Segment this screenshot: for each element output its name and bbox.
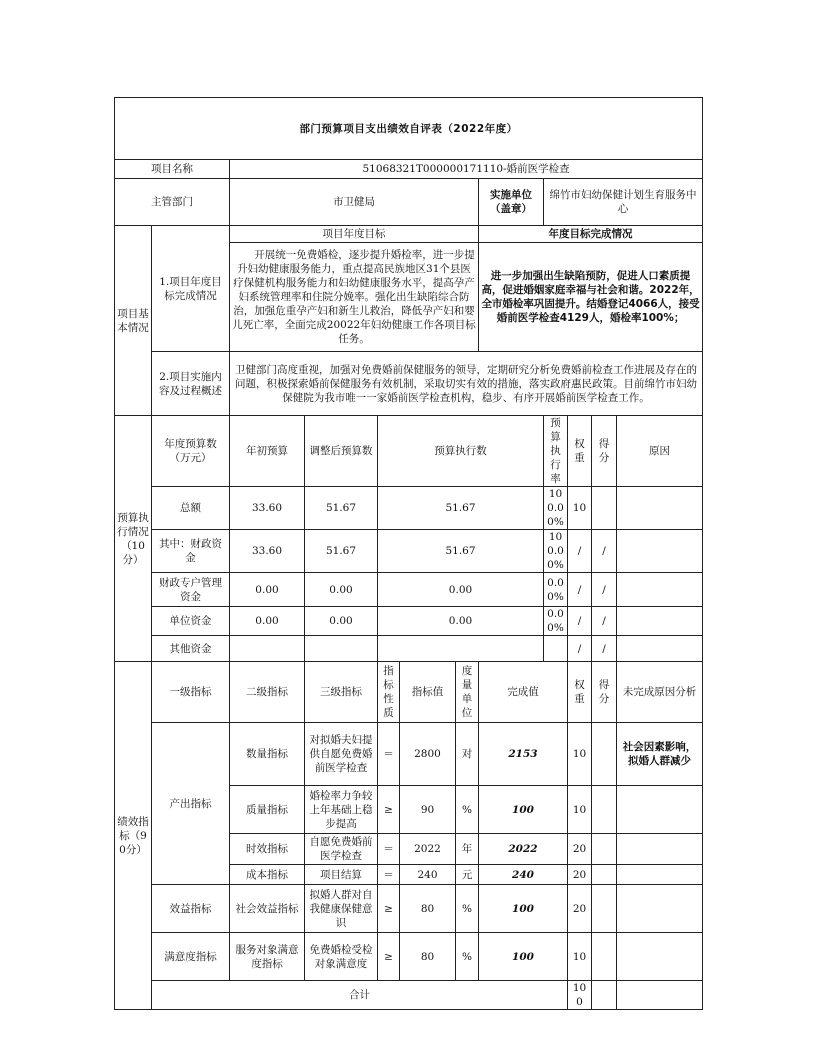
perf-value: 2800 bbox=[400, 723, 456, 786]
budget-reason bbox=[617, 607, 703, 636]
perf-header: 指标值 bbox=[400, 662, 456, 723]
perf-l3: 自愿免费婚前医学检查 bbox=[305, 834, 378, 865]
budget-initial: 33.60 bbox=[230, 487, 305, 530]
budget-header: 预算执行数 bbox=[378, 416, 544, 487]
perf-header: 度量单位 bbox=[456, 662, 479, 723]
budget-header: 预算执行率 bbox=[544, 416, 568, 487]
total-row bbox=[115, 981, 703, 1010]
perf-score bbox=[592, 723, 617, 786]
budget-row-label: 其中：财政资金 bbox=[152, 530, 230, 573]
item2-text: 卫健部门高度重视，加强对免费婚前保健服务的领导，定期研究分析免费婚前检查工作进展及存在的问题，积极探索婚前保健服务有效机制，采取切实有效的措施，落实政府惠民政策。目前绵竹市妇幼保健院为我市唯一一家婚前医学检查机构，稳步、有序开展婚前医学检查工作。 bbox=[230, 352, 703, 416]
budget-reason bbox=[617, 573, 703, 607]
perf-reason bbox=[617, 933, 703, 981]
budget-rate: 0.00% bbox=[544, 573, 568, 607]
perf-row bbox=[115, 885, 703, 933]
budget-header: 年初预算 bbox=[230, 416, 305, 487]
perf-l1-effect: 效益指标 bbox=[152, 885, 230, 933]
budget-initial: 33.60 bbox=[230, 530, 305, 573]
perf-nature: ≥ bbox=[378, 933, 400, 981]
perf-header: 三级指标 bbox=[305, 662, 378, 723]
total-label: 合计 bbox=[152, 981, 568, 1010]
budget-row bbox=[115, 487, 703, 530]
budget-executed: 51.67 bbox=[378, 530, 544, 573]
perf-weight: 10 bbox=[568, 933, 592, 981]
budget-score: / bbox=[592, 636, 617, 662]
budget-initial: 0.00 bbox=[230, 607, 305, 636]
budget-rate: 100.00% bbox=[544, 530, 568, 573]
budget-weight: 10 bbox=[568, 487, 592, 530]
budget-row bbox=[115, 573, 703, 607]
perf-header: 一级指标 bbox=[152, 662, 230, 723]
perf-l2: 社会效益指标 bbox=[230, 885, 305, 933]
perf-l1-satisfaction: 满意度指标 bbox=[152, 933, 230, 981]
perf-weight: 10 bbox=[568, 723, 592, 786]
perf-done: 100 bbox=[479, 885, 568, 933]
perf-done: 100 bbox=[479, 933, 568, 981]
perf-done: 240 bbox=[479, 865, 568, 885]
perf-row bbox=[115, 723, 703, 786]
budget-weight: / bbox=[568, 636, 592, 662]
item2-label: 2.项目实施内容及过程概述 bbox=[152, 352, 230, 416]
budget-header: 权重 bbox=[568, 416, 592, 487]
budget-adjusted bbox=[305, 636, 378, 662]
perf-nature: ＝ bbox=[378, 834, 400, 865]
budget-row-label: 其他资金 bbox=[152, 636, 230, 662]
perf-l2: 成本指标 bbox=[230, 865, 305, 885]
budget-row bbox=[115, 607, 703, 636]
budget-reason bbox=[617, 636, 703, 662]
budget-weight: / bbox=[568, 530, 592, 573]
perf-score bbox=[592, 885, 617, 933]
perf-weight: 20 bbox=[568, 865, 592, 885]
budget-rate: 100.00% bbox=[544, 487, 568, 530]
perf-done: 2022 bbox=[479, 834, 568, 865]
completion-header: 年度目标完成情况 bbox=[479, 226, 703, 243]
budget-header: 得分 bbox=[592, 416, 617, 487]
perf-l1-output: 产出指标 bbox=[152, 723, 230, 885]
budget-score: / bbox=[592, 573, 617, 607]
perf-header-row bbox=[115, 662, 703, 723]
budget-header: 原因 bbox=[617, 416, 703, 487]
total-weight: 100 bbox=[568, 981, 592, 1010]
dept-label: 主管部门 bbox=[115, 179, 230, 226]
dept-value: 市卫健局 bbox=[230, 179, 479, 226]
perf-reason bbox=[617, 834, 703, 865]
budget-row bbox=[115, 530, 703, 573]
budget-rate: 0.00% bbox=[544, 607, 568, 636]
perf-l3: 项目结算 bbox=[305, 865, 378, 885]
perf-value: 80 bbox=[400, 933, 456, 981]
budget-row-label: 单位资金 bbox=[152, 607, 230, 636]
budget-row-label: 总额 bbox=[152, 487, 230, 530]
perf-nature: ＝ bbox=[378, 723, 400, 786]
impl-unit-value: 绵竹市妇幼保健计划生育服务中心 bbox=[544, 179, 703, 226]
perf-reason: 社会因素影响，拟婚人群减少 bbox=[617, 723, 703, 786]
perf-reason bbox=[617, 786, 703, 834]
budget-adjusted: 51.67 bbox=[305, 530, 378, 573]
perf-unit: 年 bbox=[456, 834, 479, 865]
budget-reason bbox=[617, 487, 703, 530]
perf-section-label: 绩效指标（90分） bbox=[115, 662, 152, 1010]
perf-nature: ＝ bbox=[378, 865, 400, 885]
project-name-label: 项目名称 bbox=[115, 160, 230, 179]
budget-weight: / bbox=[568, 573, 592, 607]
budget-weight: / bbox=[568, 607, 592, 636]
item1-goal-text: 开展统一免费婚检，逐步提升婚检率，进一步提升妇幼健康服务能力，重点提高民族地区31个县医疗保健机构服务能力和妇幼健康服务水平，提高孕产妇系统管理率和住院分娩率。强化出生缺陷综合防治，加强危重孕产妇和新生儿救治，降低孕产妇和婴儿死亡率，全面完成20022年妇幼健康工作各项目标任务。 bbox=[230, 243, 479, 352]
perf-reason bbox=[617, 885, 703, 933]
project-name-value: 51068321T000000171110-婚前医学检查 bbox=[230, 160, 703, 179]
budget-score: / bbox=[592, 607, 617, 636]
form-title: 部门预算项目支出绩效自评表（2022年度） bbox=[115, 98, 703, 160]
budget-executed: 0.00 bbox=[378, 573, 544, 607]
perf-header: 权重 bbox=[568, 662, 592, 723]
perf-reason bbox=[617, 865, 703, 885]
perf-done: 100 bbox=[479, 786, 568, 834]
perf-nature: ≥ bbox=[378, 885, 400, 933]
impl-unit-label: 实施单位（盖章） bbox=[479, 179, 544, 226]
perf-value: 2022 bbox=[400, 834, 456, 865]
perf-l3: 免费婚检受检对象满意度 bbox=[305, 933, 378, 981]
perf-header: 指标性质 bbox=[378, 662, 400, 723]
budget-reason bbox=[617, 530, 703, 573]
budget-adjusted: 51.67 bbox=[305, 487, 378, 530]
perf-score bbox=[592, 865, 617, 885]
budget-executed: 51.67 bbox=[378, 487, 544, 530]
perf-header: 完成值 bbox=[479, 662, 568, 723]
perf-l2: 质量指标 bbox=[230, 786, 305, 834]
perf-value: 80 bbox=[400, 885, 456, 933]
budget-score bbox=[592, 487, 617, 530]
perf-unit: 元 bbox=[456, 865, 479, 885]
perf-header: 未完成原因分析 bbox=[617, 662, 703, 723]
perf-row bbox=[115, 933, 703, 981]
perf-unit: % bbox=[456, 933, 479, 981]
budget-header: 调整后预算数 bbox=[305, 416, 378, 487]
budget-row-label: 财政专户管理资金 bbox=[152, 573, 230, 607]
perf-l2: 时效指标 bbox=[230, 834, 305, 865]
perf-l3: 拟婚人群对自我健康保健意识 bbox=[305, 885, 378, 933]
budget-initial: 0.00 bbox=[230, 573, 305, 607]
budget-section-label: 预算执行情况（10分） bbox=[115, 416, 152, 662]
budget-row bbox=[115, 636, 703, 662]
perf-score bbox=[592, 834, 617, 865]
perf-weight: 10 bbox=[568, 786, 592, 834]
budget-adjusted: 0.00 bbox=[305, 573, 378, 607]
budget-adjusted: 0.00 bbox=[305, 607, 378, 636]
item1-done-text: 进一步加强出生缺陷预防，促进人口素质提高，促进婚姻家庭幸福与社会和谐。2022年，全市婚检率巩固提升。结婚登记4066人，接受婚前医学检查4129人，婚检率100%； bbox=[479, 243, 703, 352]
perf-value: 90 bbox=[400, 786, 456, 834]
perf-unit: 对 bbox=[456, 723, 479, 786]
evaluation-table bbox=[114, 97, 703, 1010]
perf-weight: 20 bbox=[568, 885, 592, 933]
perf-score bbox=[592, 933, 617, 981]
perf-header: 得分 bbox=[592, 662, 617, 723]
total-score bbox=[592, 981, 617, 1010]
basic-section-label: 项目基本情况 bbox=[115, 226, 152, 416]
perf-l3: 婚检率力争较上年基础上稳步提高 bbox=[305, 786, 378, 834]
budget-executed bbox=[378, 636, 544, 662]
perf-unit: % bbox=[456, 885, 479, 933]
perf-l2: 数量指标 bbox=[230, 723, 305, 786]
goal-header: 项目年度目标 bbox=[230, 226, 479, 243]
perf-unit: % bbox=[456, 786, 479, 834]
budget-rate bbox=[544, 636, 568, 662]
perf-value: 240 bbox=[400, 865, 456, 885]
budget-header-row bbox=[115, 416, 703, 487]
budget-executed: 0.00 bbox=[378, 607, 544, 636]
budget-initial bbox=[230, 636, 305, 662]
total-reason bbox=[617, 981, 703, 1010]
perf-done: 2153 bbox=[479, 723, 568, 786]
item1-label: 1.项目年度目标完成情况 bbox=[152, 226, 230, 352]
perf-l2: 服务对象满意度指标 bbox=[230, 933, 305, 981]
perf-header: 二级指标 bbox=[230, 662, 305, 723]
perf-l3: 对拟婚夫妇提供自愿免费婚前医学检查 bbox=[305, 723, 378, 786]
perf-weight: 20 bbox=[568, 834, 592, 865]
budget-score: / bbox=[592, 530, 617, 573]
perf-nature: ≥ bbox=[378, 786, 400, 834]
evaluation-form bbox=[114, 97, 702, 1010]
perf-score bbox=[592, 786, 617, 834]
budget-header: 年度预算数（万元） bbox=[152, 416, 230, 487]
